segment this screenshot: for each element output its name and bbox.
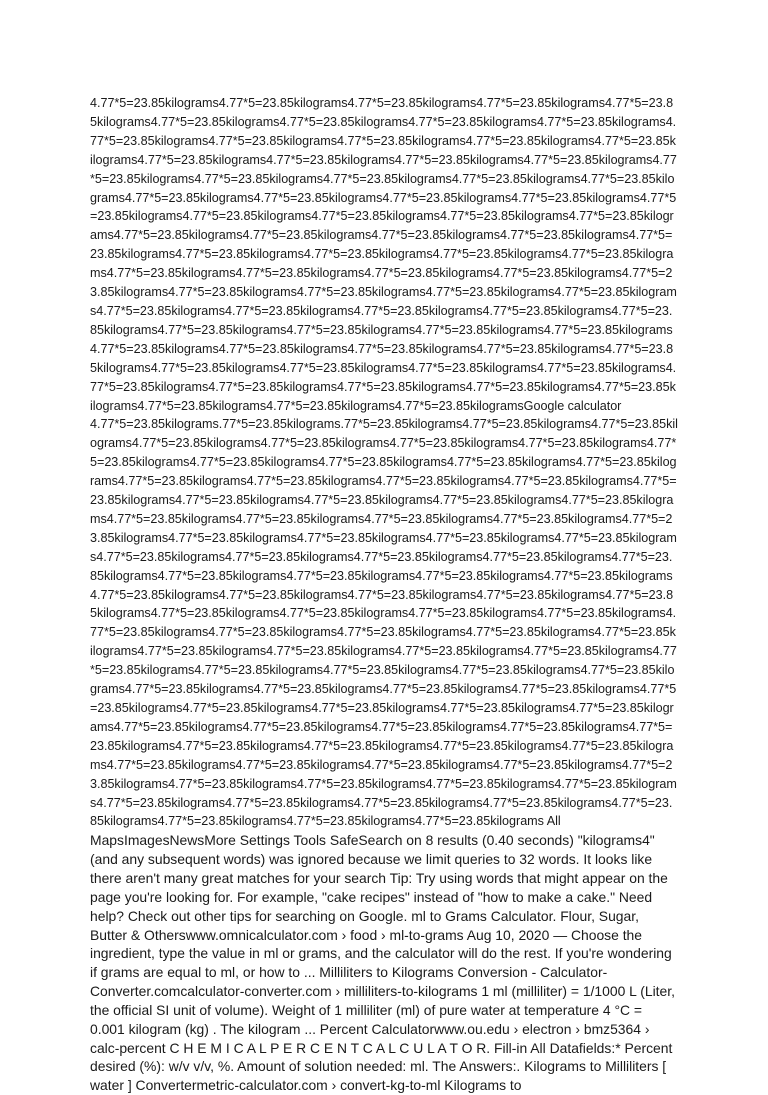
repeated-calculation-text-2: 4.77*5=23.85kilograms.77*5=23.85kilograms.77*5=23.85kilograms4.77*5=23.85kilograms4.77*5=23.85kilograms4.77*5=23.85kilograms4.77*5=23.85kilograms4.77*5=23.85kilograms4.77*5=23.85kilograms4.77*5=23.85kilograms4.77*5=23.85kilograms4.77*5=23.85kilograms4.77*5=23.85kilograms4.77*5=23.85kilograms4.77*5=23.85kilograms4.77*5=23.85kilograms4.77*5=23.85kilograms4.77*5=23.85kilograms4.77*5=23.85kilograms4.77*5=23.85kilograms4.77*5=23.85kilograms4.77*5=23.85kilograms4.77*5=23.85kilograms4.77*5=23.85kilograms4.77*5=23.85kilograms4.77*5=23.85kilograms4.77*5=23.85kilograms4.77*5=23.85kilograms4.77*5=23.85kilograms4.77*5=23.85kilograms4.77*5=23.85kilograms4.77*5=23.85kilograms4.77*5=23.85kilograms4.77*5=23.85kilograms4.77*5=23.85kilograms4.77*5=23.85kilograms4.77*5=23.85kilograms4.77*5=23.85kilograms4.77*5=23.85kilograms4.77*5=23.85kilograms4.77*5=23.85kilograms4.77*5=23.85kilograms4.77*5=23.85kilograms4.77*5=23.85kilograms4.77*5=23.85kilograms4.77*5=23.85kilograms4.77*5=23.85kilograms4.77*5=23.85kilograms4.77*5=23.85kilograms4.77*5=23.85kilograms4.77*5=23.85kilograms4.77*5=23.85kilograms4.77*5=23.85kilograms4.77*5=23.85kilograms4.77*5=23.85kilograms4.77*5=23.85kilograms4.77*5=23.85kilograms4.77*5=23.85kilograms4.77*5=23.85kilograms4.77*5=23.85kilograms4.77*5=23.85kilograms4.77*5=23.85kilograms4.77*5=23.85kilograms4.77*5=23.85kilograms4.77*5=23.85kilograms4.77*5=23.85kilograms4.77*5=23.85kilograms4.77*5=23.85kilograms4.77*5=23.85kilograms4.77*5=23.85kilograms4.77*5=23.85kilograms4.77*5=23.85kilograms4.77*5=23.85kilograms4.77*5=23.85kilograms4.77*5=23.85kilograms4.77*5=23.85kilograms4.77*5=23.85kilograms4.77*5=23.85kilograms4.77*5=23.85kilograms4.77*5=23.85kilograms4.77*5=23.85kilograms4.77*5=23.85kilograms4.77*5=23.85kilograms4.77*5=23.85kilograms4.77*5=23.85kilograms4.77*5=23.85kilograms4.77*5=23.85kilograms4.77*5=23.85kilograms4.77*5=23.85kilograms4.77*5=23.85kilograms4.77*5=23.85kilograms4.77*5=23.85kilograms4.77*5=23.85kilograms4.77*5=23.85kilograms4.77*5=23.85kilograms4.77*5=23.85kilograms4.77*5=23.85kilograms4.77*5=23.85kilograms4.77*5=23.85kilograms All	[90, 417, 678, 829]
search-results-text: MapsImagesNewsMore Settings Tools SafeSearch on 8 results (0.40 seconds) "kilograms4" (and any subsequent words) was ignored because we limit queries to 32 words. It looks like there aren't many great matches for your search Tip: Try using words that might appear on the page you're looking for. For example, "cake recipes" instead of "how to make a cake." Need help? Check out other tips for searching on Google. ml to Grams Calculator. Flour, Sugar, Butter & Otherswww.omnicalculator.com › food › ml-to-grams Aug 10, 2020 — Choose the ingredient, type the value in ml or grams, and the calculator will do the rest. If you're wondering if grams are equal to ml, or how to ... Milliliters to Kilograms Conversion - Calculator-Converter.comcalculator-converter.com › milliliters-to-kilograms 1 ml (milliliter) = 1/1000 L (Liter, the official SI unit of volume). Weight of 1 milliliter (ml) of pure water at temperature 4 °C = 0.001 kilogram (kg) . The kilogram ... Percent Calculatorwww.ou.edu › electron › bmz5364 › calc-percent C H E M I C A L P E R C E N T C A L C U L A T O R. Fill-in All Datafields:* Percent desired (%): w/v v/v, %. Amount of solution needed: ml. The Answers:. Kilograms to Milliliters [ water ] Convertermetric-calculator.com › convert-kg-to-ml Kilograms to	[90, 832, 675, 1094]
document-body	[90, 94, 678, 1095]
repeated-calculation-text-1: 4.77*5=23.85kilograms4.77*5=23.85kilograms4.77*5=23.85kilograms4.77*5=23.85kilograms4.77*5=23.85kilograms4.77*5=23.85kilograms4.77*5=23.85kilograms4.77*5=23.85kilograms4.77*5=23.85kilograms4.77*5=23.85kilograms4.77*5=23.85kilograms4.77*5=23.85kilograms4.77*5=23.85kilograms4.77*5=23.85kilograms4.77*5=23.85kilograms4.77*5=23.85kilograms4.77*5=23.85kilograms4.77*5=23.85kilograms4.77*5=23.85kilograms4.77*5=23.85kilograms4.77*5=23.85kilograms4.77*5=23.85kilograms4.77*5=23.85kilograms4.77*5=23.85kilograms4.77*5=23.85kilograms4.77*5=23.85kilograms4.77*5=23.85kilograms4.77*5=23.85kilograms4.77*5=23.85kilograms4.77*5=23.85kilograms4.77*5=23.85kilograms4.77*5=23.85kilograms4.77*5=23.85kilograms4.77*5=23.85kilograms4.77*5=23.85kilograms4.77*5=23.85kilograms4.77*5=23.85kilograms4.77*5=23.85kilograms4.77*5=23.85kilograms4.77*5=23.85kilograms4.77*5=23.85kilograms4.77*5=23.85kilograms4.77*5=23.85kilograms4.77*5=23.85kilograms4.77*5=23.85kilograms4.77*5=23.85kilograms4.77*5=23.85kilograms4.77*5=23.85kilograms4.77*5=23.85kilograms4.77*5=23.85kilograms4.77*5=23.85kilograms4.77*5=23.85kilograms4.77*5=23.85kilograms4.77*5=23.85kilograms4.77*5=23.85kilograms4.77*5=23.85kilograms4.77*5=23.85kilograms4.77*5=23.85kilograms4.77*5=23.85kilograms4.77*5=23.85kilograms4.77*5=23.85kilograms4.77*5=23.85kilograms4.77*5=23.85kilograms4.77*5=23.85kilograms4.77*5=23.85kilograms4.77*5=23.85kilograms4.77*5=23.85kilograms4.77*5=23.85kilograms4.77*5=23.85kilograms4.77*5=23.85kilograms4.77*5=23.85kilograms4.77*5=23.85kilograms4.77*5=23.85kilograms4.77*5=23.85kilograms4.77*5=23.85kilograms4.77*5=23.85kilogramsGoogle calculator	[90, 96, 677, 413]
